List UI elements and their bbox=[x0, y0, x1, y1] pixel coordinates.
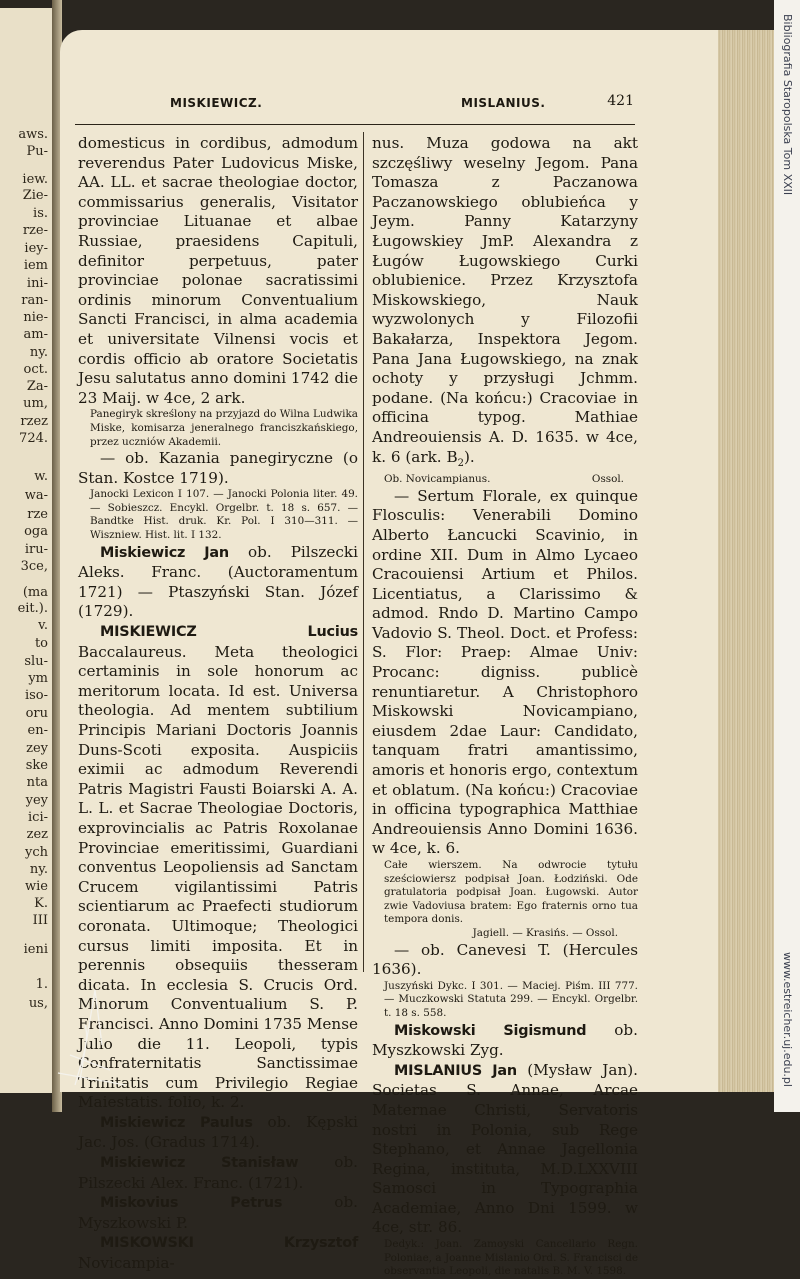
signature-mark bbox=[50, 985, 130, 1095]
facing-page bbox=[0, 8, 54, 1093]
mislanius-entry bbox=[372, 1061, 638, 1238]
facing-page-fragment: aws. bbox=[18, 127, 48, 142]
facing-page-fragment: ny. bbox=[29, 345, 48, 360]
facing-page-fragment: yey bbox=[25, 793, 48, 808]
facing-page-fragment: III bbox=[32, 913, 48, 928]
facing-page-fragment: en- bbox=[27, 723, 48, 738]
facing-page-fragment: iew. bbox=[22, 172, 48, 187]
facing-page-fragment: wie bbox=[25, 879, 48, 894]
muza-text: nus. Muza godowa na akt szczęśliwy weselny Jegom. Pana Tomasza z Paczanowa Paczanowskiego oblubieńca y Jeym. Panny Katarzyny Ługowskiey JmP. Alexandra z Ługów Ługowskiego Curki oblubienice. Przez Krzysztofa Miskowskiego, Nauk wyzwolonych y Filozofii Bakałarza, Inspektora Jegom. Pana Jana Ługowskiego, na znak ochoty y przysługi Jchmm. podane. (Na końcu:) Cracoviae in officina typog. Mathiae Andreouiensis A. D. 1635. w 4ce, k. 6 (ark. B bbox=[372, 134, 638, 466]
running-head-left: MISKIEWICZ. bbox=[170, 96, 263, 110]
library-list: Jagiell. — Krasińs. — Ossol. bbox=[472, 926, 618, 939]
novicampianus-ref: Ob. Novicampianus. bbox=[384, 473, 491, 486]
facing-page-fragment: Pu- bbox=[26, 144, 48, 159]
left-column bbox=[78, 134, 358, 1274]
facing-page-fragment: v. bbox=[38, 618, 48, 633]
column-rule bbox=[363, 132, 364, 972]
facing-page-fragment: 3ce, bbox=[20, 559, 48, 574]
lucius-heading: MISKIEWICZ Lucius bbox=[100, 624, 358, 641]
facing-page-fragment: oct. bbox=[23, 362, 48, 377]
mislanius-text: (Mysław Jan). Societas S. Annae, Arcae Maternae Christi, Servatoris nostri in Polonia, sub Rege Stephano, et Annae Jagellonia Regina, instituta, M.D.LXXVIII Samosci in Typographia Academiae, Anno Dni 1599. w 4ce, str. 86. bbox=[372, 1060, 638, 1237]
side-label-top: Bibliografia Staropolska Tom XXII bbox=[781, 14, 794, 196]
facing-page-fragment: rze bbox=[27, 507, 48, 522]
kazania-entry: — ob. Kazania panegiryczne (o Stan. Kostce 1719). bbox=[78, 449, 358, 487]
jan-entry bbox=[78, 543, 358, 622]
facing-page-fragment: 724. bbox=[19, 431, 48, 446]
side-label-bottom: www.estreicher.uj.edu.pl bbox=[781, 952, 794, 1087]
facing-page-fragment: ici- bbox=[28, 810, 48, 825]
sertum-note: Całe wierszem. Na odwrocie tytułu sześciowiersz podpisał Joan. Łodziński. Ode gratulatoria podpisał Joan. Ługowski. Autor zwie Vadoviusa bratem: Ego fraternis orno tua tempora donis. bbox=[384, 859, 638, 926]
facing-page-fragment: ieni bbox=[23, 942, 48, 957]
kazania-note: Janocki Lexicon I 107. — Janocki Polonia liter. 49. — Sobieszcz. Encykl. Orgelbr. t. 18 s. 657. — Bandtke Hist. druk. Kr. Pol. I 310—311. — Wiszniew. Hist. lit. I 132. bbox=[90, 488, 358, 542]
facing-page-fragment: ny. bbox=[29, 862, 48, 877]
muza-subscript: 2 bbox=[457, 457, 464, 469]
facing-page-fragment: ych bbox=[25, 845, 48, 860]
krzysztof-text: Novicampia- bbox=[78, 1254, 175, 1273]
mislanius-heading: MISLANIUS Jan bbox=[394, 1062, 517, 1079]
facing-page-fragment: am- bbox=[23, 327, 48, 342]
facing-page-fragment: ran- bbox=[21, 293, 48, 308]
facing-page-fragment: to bbox=[34, 636, 48, 651]
ossol-library: Ossol. bbox=[591, 473, 624, 486]
page-edges bbox=[718, 30, 774, 1092]
facing-page-fragment: ske bbox=[25, 758, 48, 773]
sigismund-entry bbox=[372, 1021, 638, 1061]
petrus-text: ob. Myszkowski P. bbox=[78, 1193, 358, 1232]
facing-page-fragment: nie- bbox=[23, 310, 48, 325]
facing-page-fragment: eit.). bbox=[17, 601, 48, 616]
facing-page-fragment: iso- bbox=[24, 688, 48, 703]
sigismund-text: ob. Myszkowski Zyg. bbox=[372, 1020, 638, 1060]
jan-text: ob. Pilszecki Aleks. Franc. (Auctoramentum 1721) — Ptaszyński Stan. Józef (1729). bbox=[78, 542, 358, 621]
stanislaw-text: ob. Pilszecki Alex. Franc. (1721). bbox=[78, 1153, 358, 1192]
page-number: 421 bbox=[607, 93, 634, 109]
header-rule bbox=[75, 124, 635, 125]
muza-end: ). bbox=[463, 447, 475, 466]
muza-entry bbox=[372, 134, 638, 473]
facing-page-fragment: rzez bbox=[20, 414, 48, 429]
facing-page-fragment: ym bbox=[28, 671, 48, 686]
facing-page-fragment: Za- bbox=[26, 379, 48, 394]
lucius-text: Baccalaureus. Meta theologici certaminis in sole honorum ac meritorum locata. Id est. Universa theologia. Ad mentem subtilium Principis Mariani Doctoris Joannis Duns-Scoti exposita. Auspiciis eximii ac admodum Reverendi Patris Magistri Fausti Boiarski A. A. L. L. et Sacrae Theologiae Doctoris, exprovincialis ac Patris Roxolanae Provinciae emeritissimi, Guardiani conventus Leopoliensis ad Sanctam Crucem vigilantissimi Patris scientiarum ac Praefecti studiorum coronata. Ultimoque; Theologici cursus limiti imposita. Et in perennis obsequiis thesseram dicata. In ecclesia S. Crucis Ord. Minorum Conventualium S. P. Francisci. Anno Domini 1735 Mense Julio die 11. Leopoli, typis Confraternitatis Sanctissimae Trinitatis cum Privilegio Regiae Maiestatis. folio, k. 2. bbox=[78, 642, 358, 1112]
right-column bbox=[372, 134, 638, 1279]
stanislaw-entry bbox=[78, 1153, 358, 1193]
facing-page-fragment: K. bbox=[34, 896, 48, 911]
mislanius-note: Dedyk.: Joan. Zamoyski Cancellario Regn. Poloniae, a Joanne Mislanio Ord. S. Francisci de observantia Leopoli, die natalis B. M. V. 1598. bbox=[384, 1238, 638, 1278]
facing-page-fragment: us, bbox=[28, 996, 48, 1011]
paulus-text: ob. Kępski Jac. Jos. (Gradus 1714). bbox=[78, 1112, 358, 1152]
facing-page-fragment: wa- bbox=[24, 488, 48, 503]
facing-page-fragment: ini- bbox=[26, 276, 48, 291]
facing-page-fragment: slu- bbox=[24, 654, 48, 669]
facing-page-fragment: rze- bbox=[22, 223, 48, 238]
sertum-entry: — Sertum Florale, ex quinque Flosculis: Venerabili Domino Alberto Łancucki Scavinio, in ordine XII. Dum in Almo Lycaeo Cracouiensi Artium et Philos. Licentiatus, a Clarissimo & admod. Rndo D. Martino Campo Vadovio S. Theol. Doct. et Profess: S. Flor: Praep: Almae Univ: Procanc: digniss. publicè renuntiaretur. A Christophoro Miskowski Novicampiano, eiusdem 2dae Laur: Candidato, tanquam fratri amantissimo, amoris et honoris ergo, contextum et oblatum. (Na końcu:) Cracoviae in officina typographica Matthiae Andreouiensis Anno Domini 1636. w 4ce, k. 6. bbox=[372, 486, 638, 858]
petrus-heading: Miskovius Petrus bbox=[100, 1195, 283, 1212]
miske-entry: domesticus in cordibus, admodum reverendus Pater Ludovicus Miske, AA. LL. et sacrae theologiae doctor, commissarius generalis, Visitator provinciae Lituanae et albae Russiae, praesidens Capituli, definitor perpetuus, pater provinciae polonae sacratissimi ordinis minorum Conventualium Sancti Francisci, in alma academia et universitate Vilnensi vocis et cordis officio ab oratore Societatis Jesu salutatus anno domini 1742 die 23 Maij. w 4ce, 2 ark. bbox=[78, 134, 358, 407]
canevesi-note: Juszyński Dykc. I 301. — Maciej. Piśm. III 777. — Muczkowski Statuta 299. — Encykl. Orgelbr. t. 18 s. 558. bbox=[384, 979, 638, 1019]
facing-page-fragment: Zie- bbox=[22, 188, 48, 203]
stanislaw-heading: Miskiewicz Stanisław bbox=[100, 1155, 299, 1172]
facing-page-fragment: zez bbox=[26, 827, 48, 842]
sigismund-heading: Miskowski Sigismund bbox=[394, 1022, 587, 1039]
facing-page-fragment: w. bbox=[34, 469, 48, 484]
paulus-entry bbox=[78, 1113, 358, 1153]
krzysztof-entry bbox=[78, 1233, 358, 1273]
facing-page-fragment: zey bbox=[26, 741, 48, 756]
facing-page-fragment: iru- bbox=[24, 542, 48, 557]
facing-page-fragment: oru bbox=[25, 706, 48, 721]
petrus-entry bbox=[78, 1193, 358, 1233]
canevesi-entry: — ob. Canevesi T. (Hercules 1636). bbox=[372, 940, 638, 979]
facing-page-fragment: oga bbox=[24, 524, 48, 539]
facing-page-fragment: iem bbox=[23, 258, 48, 273]
facing-page-fragment: is. bbox=[33, 206, 48, 221]
krzysztof-heading: MISKOWSKI Krzysztof bbox=[100, 1235, 358, 1252]
facing-page-fragment: (ma bbox=[22, 585, 48, 600]
miske-note: Panegiryk skreślony na przyjazd do Wilna Ludwika Miske, komisarza jeneralnego franciszkańskiego, przez uczniów Akademii. bbox=[90, 408, 358, 448]
paulus-heading: Miskiewicz Paulus bbox=[100, 1114, 253, 1131]
running-head-right: MISLANIUS. bbox=[461, 96, 546, 110]
facing-page-fragment: um, bbox=[23, 396, 48, 411]
jan-heading: Miskiewicz Jan bbox=[100, 544, 229, 561]
facing-page-fragment: iey- bbox=[24, 241, 48, 256]
novicampianus-line bbox=[372, 473, 638, 487]
facing-page-fragment: nta bbox=[26, 775, 48, 790]
facing-page-fragment: 1. bbox=[35, 977, 48, 992]
